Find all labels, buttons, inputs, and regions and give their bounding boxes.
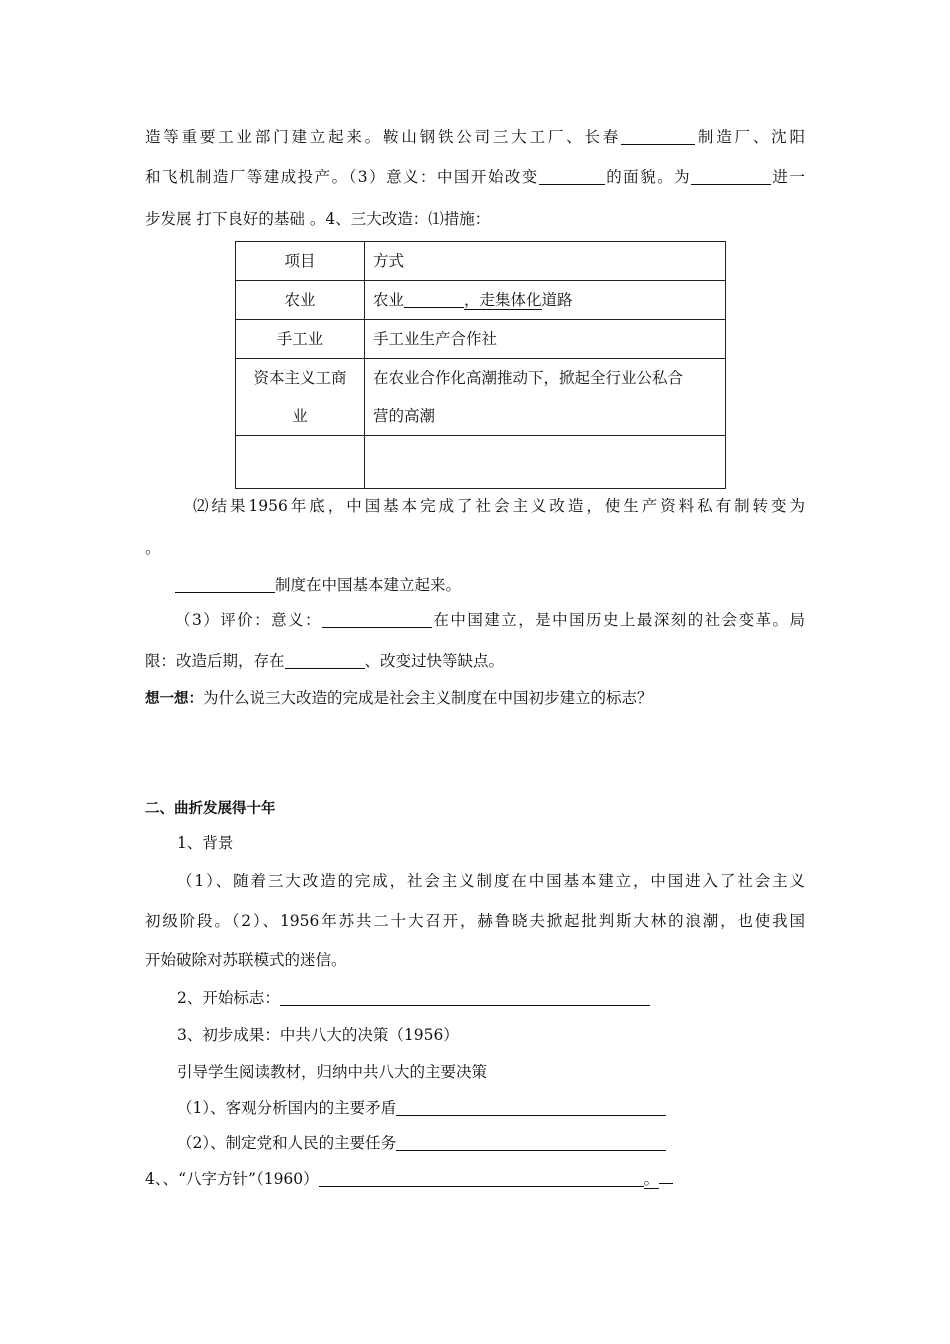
table-cell-method: 农业 ，走集体化道路 bbox=[365, 281, 726, 320]
table-cell-empty[interactable] bbox=[365, 436, 726, 489]
evaluation-line2: 限：改造后期，存在 、改变过快等缺点。 bbox=[145, 652, 505, 670]
table-header-item: 项目 bbox=[236, 242, 365, 281]
section2-title: 二、曲折发展得十年 bbox=[145, 801, 276, 817]
blank-field[interactable] bbox=[691, 168, 771, 185]
table-row bbox=[236, 281, 726, 320]
think-question: 想一想：为什么说三大改造的完成是社会主义制度在中国初步建立的标志？ bbox=[145, 689, 653, 707]
table-row bbox=[236, 436, 726, 489]
table-cell-method: 在农业合作化高潮推动下，掀起全行业公私合 营的高潮 bbox=[365, 359, 726, 436]
section2-bg3: 开始破除对苏联模式的迷信。 bbox=[145, 951, 347, 969]
blank-field[interactable] bbox=[175, 576, 275, 593]
para1-line1: 造等重要工业部门建立起来。鞍山钢铁公司三大工厂、长春 制造厂、沈阳 bbox=[145, 128, 805, 146]
para1-line2: 和飞机制造厂等建成投产。（3）意义：中国开始改变 的面貌。为 进一 bbox=[145, 168, 805, 186]
blank-field[interactable] bbox=[280, 989, 650, 1006]
table-cell-empty[interactable] bbox=[236, 436, 365, 489]
section2-item1: （1）、客观分析国内的主要矛盾 bbox=[177, 1097, 666, 1119]
blank-field[interactable] bbox=[319, 1170, 644, 1187]
blank-field[interactable] bbox=[621, 128, 695, 145]
section2-initial: 3、初步成果：中共八大的决策（1956） bbox=[177, 1026, 459, 1044]
section2-item2: （2）、制定党和人民的主要任务 bbox=[177, 1132, 666, 1154]
result-line2: 。 bbox=[145, 539, 161, 557]
blank-field[interactable] bbox=[322, 611, 432, 628]
result-line1: ⑵结果1956年底，中国基本完成了社会主义改造，使生产资料私有制转变为 bbox=[193, 497, 805, 515]
table-cell-item: 资本主义工商 业 bbox=[236, 359, 365, 436]
blank-field[interactable] bbox=[404, 291, 464, 308]
section2-bg2: 初级阶段。（2）、1956年苏共二十大召开，赫鲁晓夫掀起批判斯大林的浪潮，也使我国 bbox=[145, 912, 805, 930]
table-row bbox=[236, 359, 726, 436]
table-cell-method: 手工业生产合作社 bbox=[365, 320, 726, 359]
table-row bbox=[236, 320, 726, 359]
blank-field[interactable] bbox=[396, 1099, 666, 1116]
evaluation-line1: （3）评价：意义： 在中国建立，是中国历史上最深刻的社会变革。局 bbox=[175, 611, 805, 629]
section2-guide: 引导学生阅读教材，归纳中共八大的主要决策 bbox=[177, 1063, 488, 1081]
blank-field[interactable] bbox=[539, 168, 605, 185]
section2-item4: 4、、“八字方针”（1960） 。 bbox=[145, 1168, 673, 1190]
section2-bg1: （1）、随着三大改造的完成，社会主义制度在中国基本建立，中国进入了社会主义 bbox=[177, 872, 805, 890]
table-row bbox=[236, 242, 726, 281]
table-cell-item: 手工业 bbox=[236, 320, 365, 359]
section2-start-mark: 2、开始标志： bbox=[177, 987, 650, 1009]
table-cell-item: 农业 bbox=[236, 281, 365, 320]
blank-field[interactable] bbox=[396, 1134, 666, 1151]
table-header-method: 方式 bbox=[365, 242, 726, 281]
blank-field[interactable] bbox=[285, 652, 365, 669]
section2-background: 1、背景 bbox=[177, 834, 234, 852]
result-line3: 制度在中国基本建立起来。 bbox=[175, 574, 461, 596]
reform-table bbox=[235, 241, 726, 489]
para1-line3: 步发展 打下良好的基础 。4、三大改造：⑴措施： bbox=[145, 210, 491, 228]
